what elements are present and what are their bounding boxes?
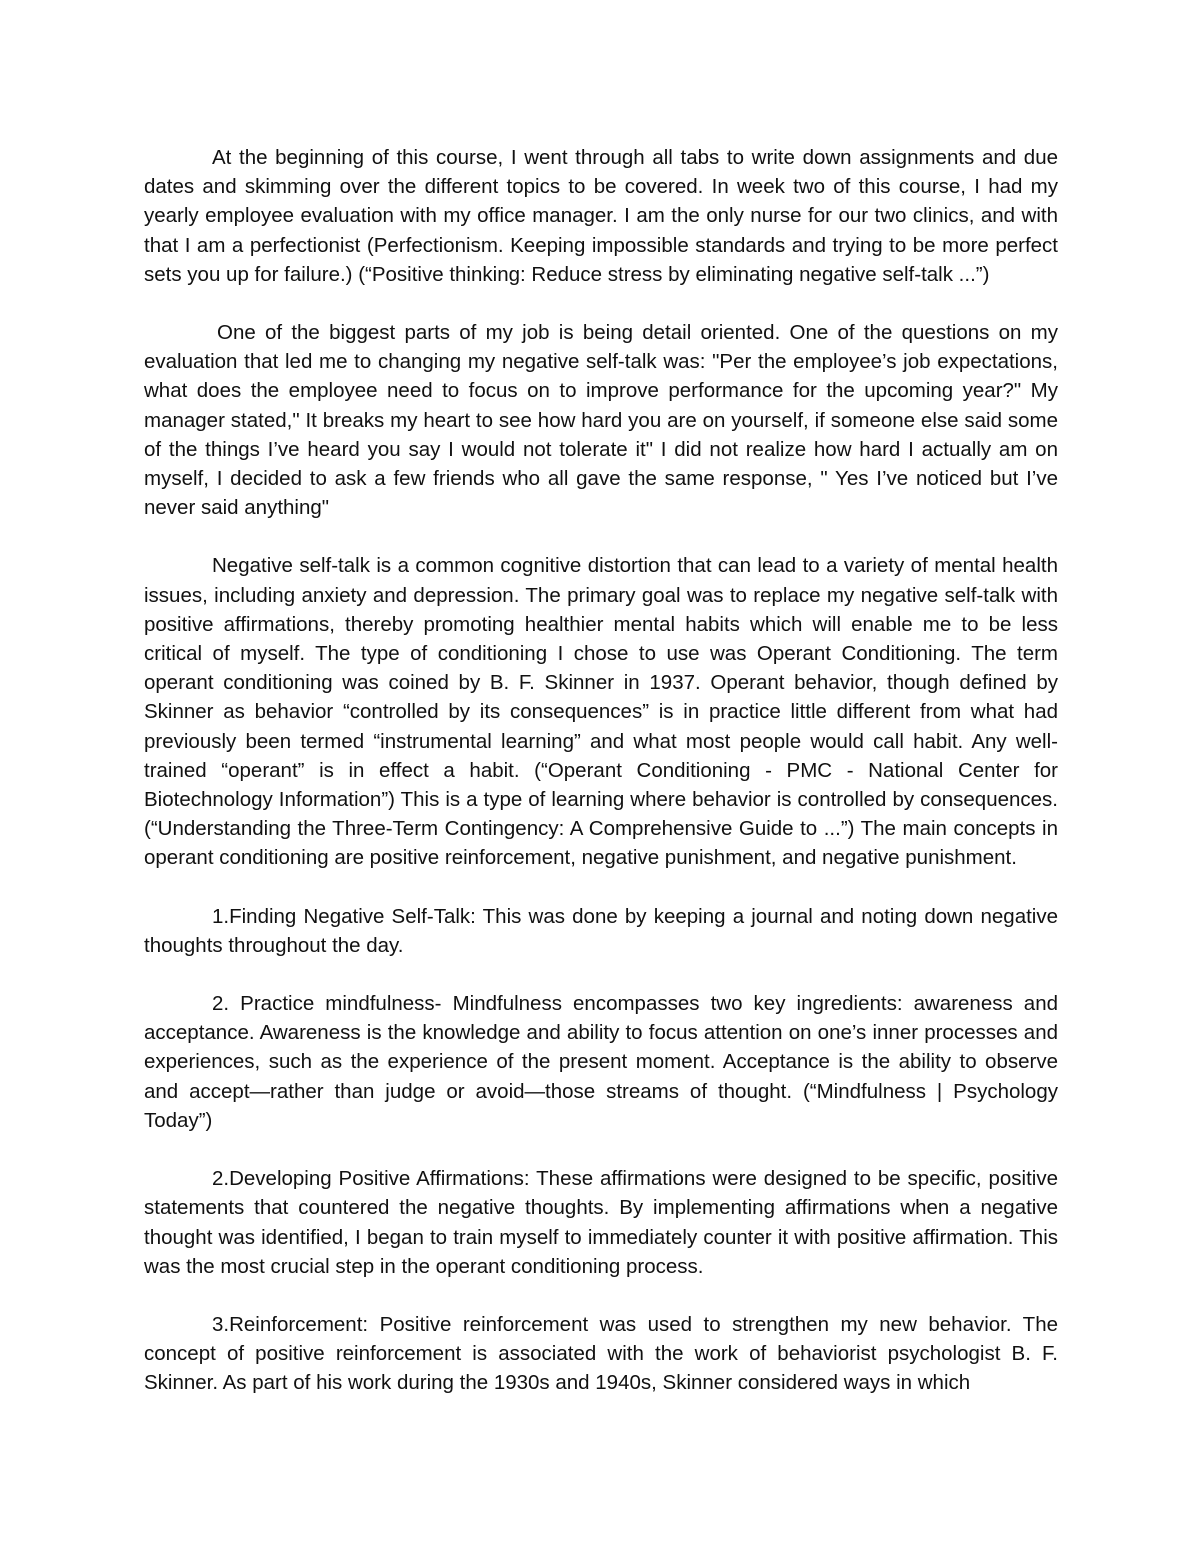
paragraph-job-evaluation: One of the biggest parts of my job is being detail oriented. One of the questions on my evaluation that led me to changing my negative self-talk was: "Per the employee’s job expectations, what does the employee need to focus on to improve performance for the upcoming year?" My manager stated," It breaks my heart to see how hard you are on yourself, if someone else said some of the things I’ve heard you say I would not tolerate it" I did not realize how hard I actually am on myself, I decided to ask a few friends who all gave the same response, " Yes I’ve noticed but I’ve never said anything" bbox=[144, 321, 1058, 520]
paragraph-operant-conditioning: Negative self-talk is a common cognitive distortion that can lead to a variety of mental health issues, including anxiety and depression. The primary goal was to replace my negative self-talk with positive affirmations, thereby promoting healthier mental habits which will enable me to be less critical of myself. The type of conditioning I chose to use was Operant Conditioning. The term operant conditioning was coined by B. F. Skinner in 1937. Operant behavior, though defined by Skinner as behavior “controlled by its consequences” is in practice little different from what had previously been termed “instrumental learning” and what most people would call habit. Any well-trained “operant” is in effect a habit. (“Operant Conditioning - PMC - National Center for Biotechnology Information”) This is a type of learning where behavior is controlled by consequences. (“Understanding the Three-Term Contingency: A Comprehensive Guide to ...”) The main concepts in operant conditioning are positive reinforcement, negative punishment, and negative punishment. bbox=[144, 554, 1058, 870]
document-body bbox=[144, 143, 1058, 1398]
paragraph-step-reinforcement: 3.Reinforcement: Positive reinforcement was used to strengthen my new behavior. The concept of positive reinforcement is associated with the work of behaviorist psychologist B. F. Skinner. As part of his work during the 1930s and 1940s, Skinner considered ways in which bbox=[144, 1312, 1058, 1395]
paragraph-step-finding-negative-self-talk: 1.Finding Negative Self-Talk: This was done by keeping a journal and noting down negative thoughts throughout the day. bbox=[144, 904, 1058, 957]
paragraph-step-practice-mindfulness: 2. Practice mindfulness- Mindfulness encompasses two key ingredients: awareness and acceptance. Awareness is the knowledge and ability to focus attention on one’s inner processes and experiences, such as the experience of the present moment. Acceptance is the ability to observe and accept—rather than judge or avoid—those streams of thought. (“Mindfulness | Psychology Today”) bbox=[144, 992, 1058, 1132]
paragraph-step-positive-affirmations: 2.Developing Positive Affirmations: These affirmations were designed to be specific, positive statements that countered the negative thoughts. By implementing affirmations when a negative thought was identified, I began to train myself to immediately counter it with positive affirmation. This was the most crucial step in the operant conditioning process. bbox=[144, 1167, 1058, 1278]
paragraph-course-beginning: At the beginning of this course, I went through all tabs to write down assignments and due dates and skimming over the different topics to be covered. In week two of this course, I had my yearly employee evaluation with my office manager. I am the only nurse for our two clinics, and with that I am a perfectionist (Perfectionism. Keeping impossible standards and trying to be more perfect sets you up for failure.) (“Positive thinking: Reduce stress by eliminating negative self-talk ...”) bbox=[144, 146, 1058, 286]
